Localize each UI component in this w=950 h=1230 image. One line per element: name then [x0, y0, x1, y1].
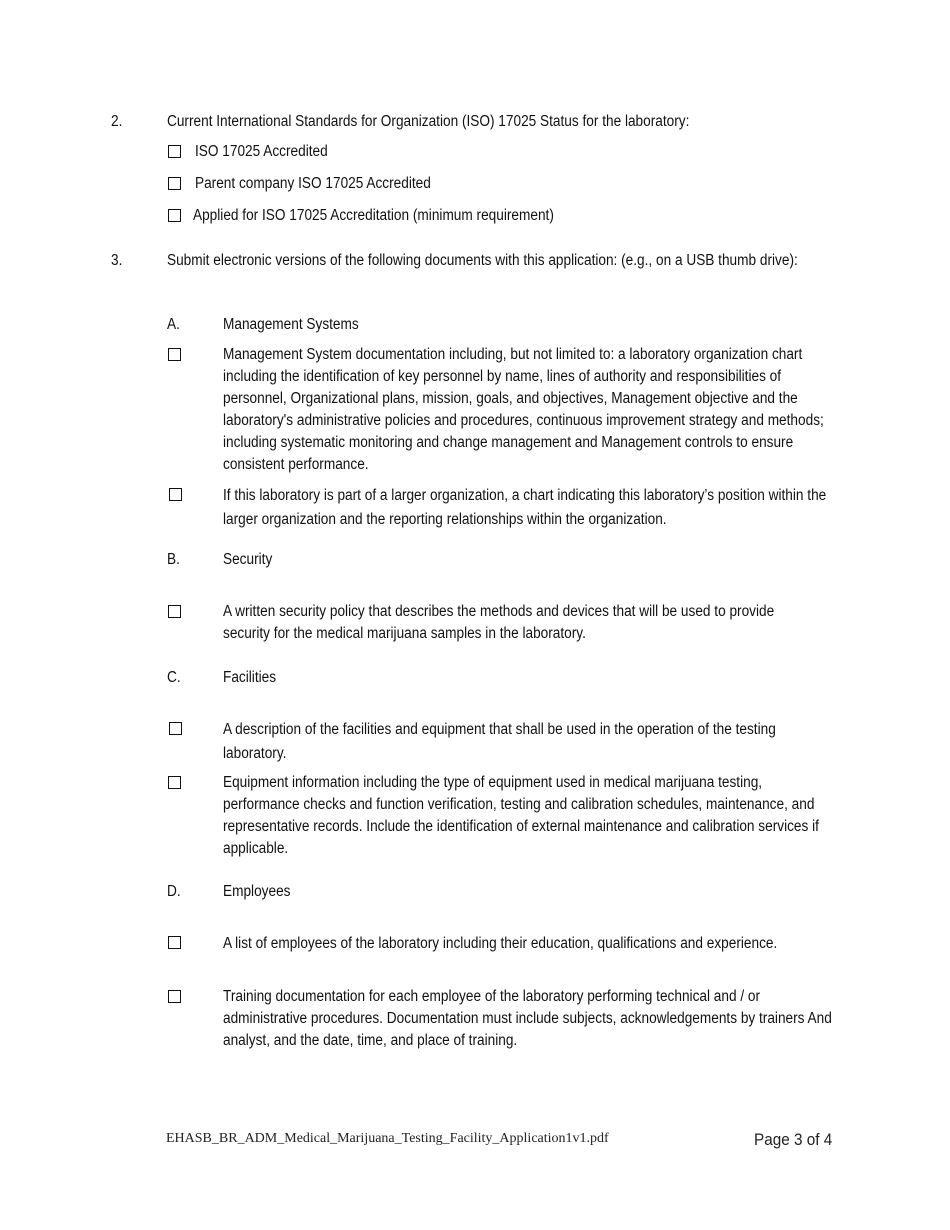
parent-iso-accredited-checkbox[interactable]: [168, 177, 181, 190]
training-docs-checkbox[interactable]: [168, 990, 181, 1003]
section-2-text: Current International Standards for Organization (ISO) 17025 Status for the laboratory:: [167, 113, 690, 130]
iso-accredited-checkbox[interactable]: [168, 145, 181, 158]
group-b-title: Security: [223, 551, 273, 568]
section-2-number: 2.: [111, 113, 123, 130]
equipment-info-checkbox[interactable]: [168, 776, 181, 789]
applied-iso-label: Applied for ISO 17025 Accreditation (minimum requirement): [193, 207, 554, 224]
group-c-title: Facilities: [223, 669, 277, 686]
group-b-letter: B.: [167, 551, 180, 568]
employee-list-text: A list of employees of the laboratory including their education, qualifications and experience.: [223, 935, 778, 952]
page-number: Page 3 of 4: [754, 1130, 833, 1149]
facilities-description-text: A description of the facilities and equipment that shall be used in the operation of the testing laboratory.: [223, 721, 776, 762]
group-c-letter: C.: [167, 669, 181, 686]
security-policy-text: A written security policy that describes the methods and devices that will be used to provide security for the medical marijuana samples in the laboratory.: [223, 603, 775, 642]
footer-filename: EHASB_BR_ADM_Medical_Marijuana_Testing_Facility_Application1v1.pdf: [166, 1131, 609, 1146]
org-chart-checkbox[interactable]: [169, 488, 182, 501]
group-d-letter: D.: [167, 883, 181, 900]
org-chart-text: If this laboratory is part of a larger organization, a chart indicating this laboratory’s position within the larger organization and the reporting relationships within the organization.: [223, 487, 827, 528]
parent-iso-accredited-label: Parent company ISO 17025 Accredited: [195, 175, 431, 192]
facilities-description-checkbox[interactable]: [169, 722, 182, 735]
training-docs-text: Training documentation for each employee of the laboratory performing technical and / or administrative procedures. Documentation must include subjects, acknowledgements by trainers And analyst, and the date, time, and place of training.: [223, 988, 832, 1049]
management-system-doc-checkbox[interactable]: [168, 348, 181, 361]
iso-accredited-label: ISO 17025 Accredited: [195, 143, 328, 160]
section-3-number: 3.: [111, 252, 123, 269]
group-a-letter: A.: [167, 316, 180, 333]
group-d-title: Employees: [223, 883, 291, 900]
management-system-doc-text: Management System documentation including, but not limited to: a laboratory organization chart including the identification of key personnel by name, lines of authority and responsibilities of personnel, Organizational plans, mission, goals, and objectives, Management objective and the laboratory's administrative policies and procedures, continuous improvement strategy and methods; including systematic monitoring and change management and Management controls to ensure consistent performance.: [223, 346, 824, 473]
security-policy-checkbox[interactable]: [168, 605, 181, 618]
applied-iso-checkbox[interactable]: [168, 209, 181, 222]
equipment-info-text: Equipment information including the type of equipment used in medical marijuana testing, performance checks and function verification, testing and calibration schedules, maintenance, and representative records. Include the identification of external maintenance and calibration services if applicable.: [223, 774, 819, 857]
group-a-title: Management Systems: [223, 316, 359, 333]
section-3-text: Submit electronic versions of the following documents with this application: (e.g., on a USB thumb drive):: [167, 252, 798, 269]
employee-list-checkbox[interactable]: [168, 936, 181, 949]
